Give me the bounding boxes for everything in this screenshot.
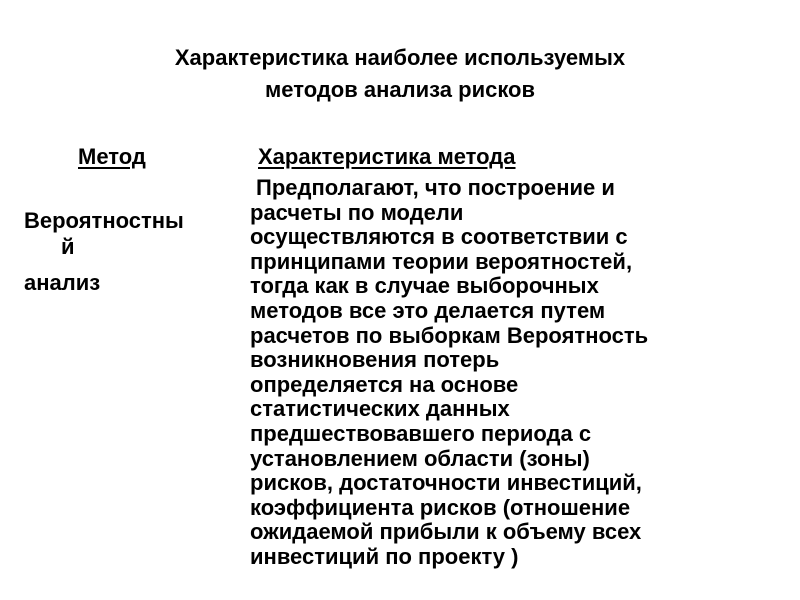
description-line: возникновения потерь bbox=[250, 347, 500, 373]
description-line: осуществляются в соответствии с bbox=[250, 224, 628, 250]
description-line: методов все это делается путем bbox=[250, 297, 606, 323]
method-name-line: Вероятностны bbox=[24, 208, 184, 233]
slide-title-line-2: методов анализа рисков bbox=[264, 77, 536, 102]
description-column-header: Характеристика метода bbox=[258, 144, 516, 169]
method-column-header: Метод bbox=[78, 144, 146, 169]
description-line: предшествовавшего периода с bbox=[250, 420, 592, 446]
description-line: Предполагают, что построение и bbox=[256, 175, 615, 200]
description-line: ожидаемой прибыли к объему всех bbox=[250, 519, 642, 545]
description-line: рисков, достаточности инвестиций, bbox=[250, 470, 642, 496]
method-name-line: й bbox=[61, 234, 75, 259]
method-name-line: анализ bbox=[24, 270, 101, 295]
description-line: принципами теории вероятностей, bbox=[250, 248, 633, 274]
description-line: расчетов по выборкам Вероятность bbox=[250, 322, 649, 348]
description-line: коэффициента рисков (отношение bbox=[250, 494, 631, 520]
description-line: расчеты по модели bbox=[250, 199, 464, 225]
description-line: статистических данных bbox=[250, 396, 510, 422]
description-line: установлением области (зоны) bbox=[250, 445, 590, 471]
description-line: инвестиций по проекту ) bbox=[250, 543, 519, 569]
method-description-cell bbox=[250, 176, 790, 570]
description-line: определяется на основе bbox=[250, 371, 519, 397]
slide-title-line-1: Характеристика наиболее используемых bbox=[174, 45, 626, 70]
description-line: тогда как в случае выборочных bbox=[250, 273, 599, 299]
method-name-cell bbox=[24, 208, 254, 296]
slide-title bbox=[0, 42, 800, 106]
